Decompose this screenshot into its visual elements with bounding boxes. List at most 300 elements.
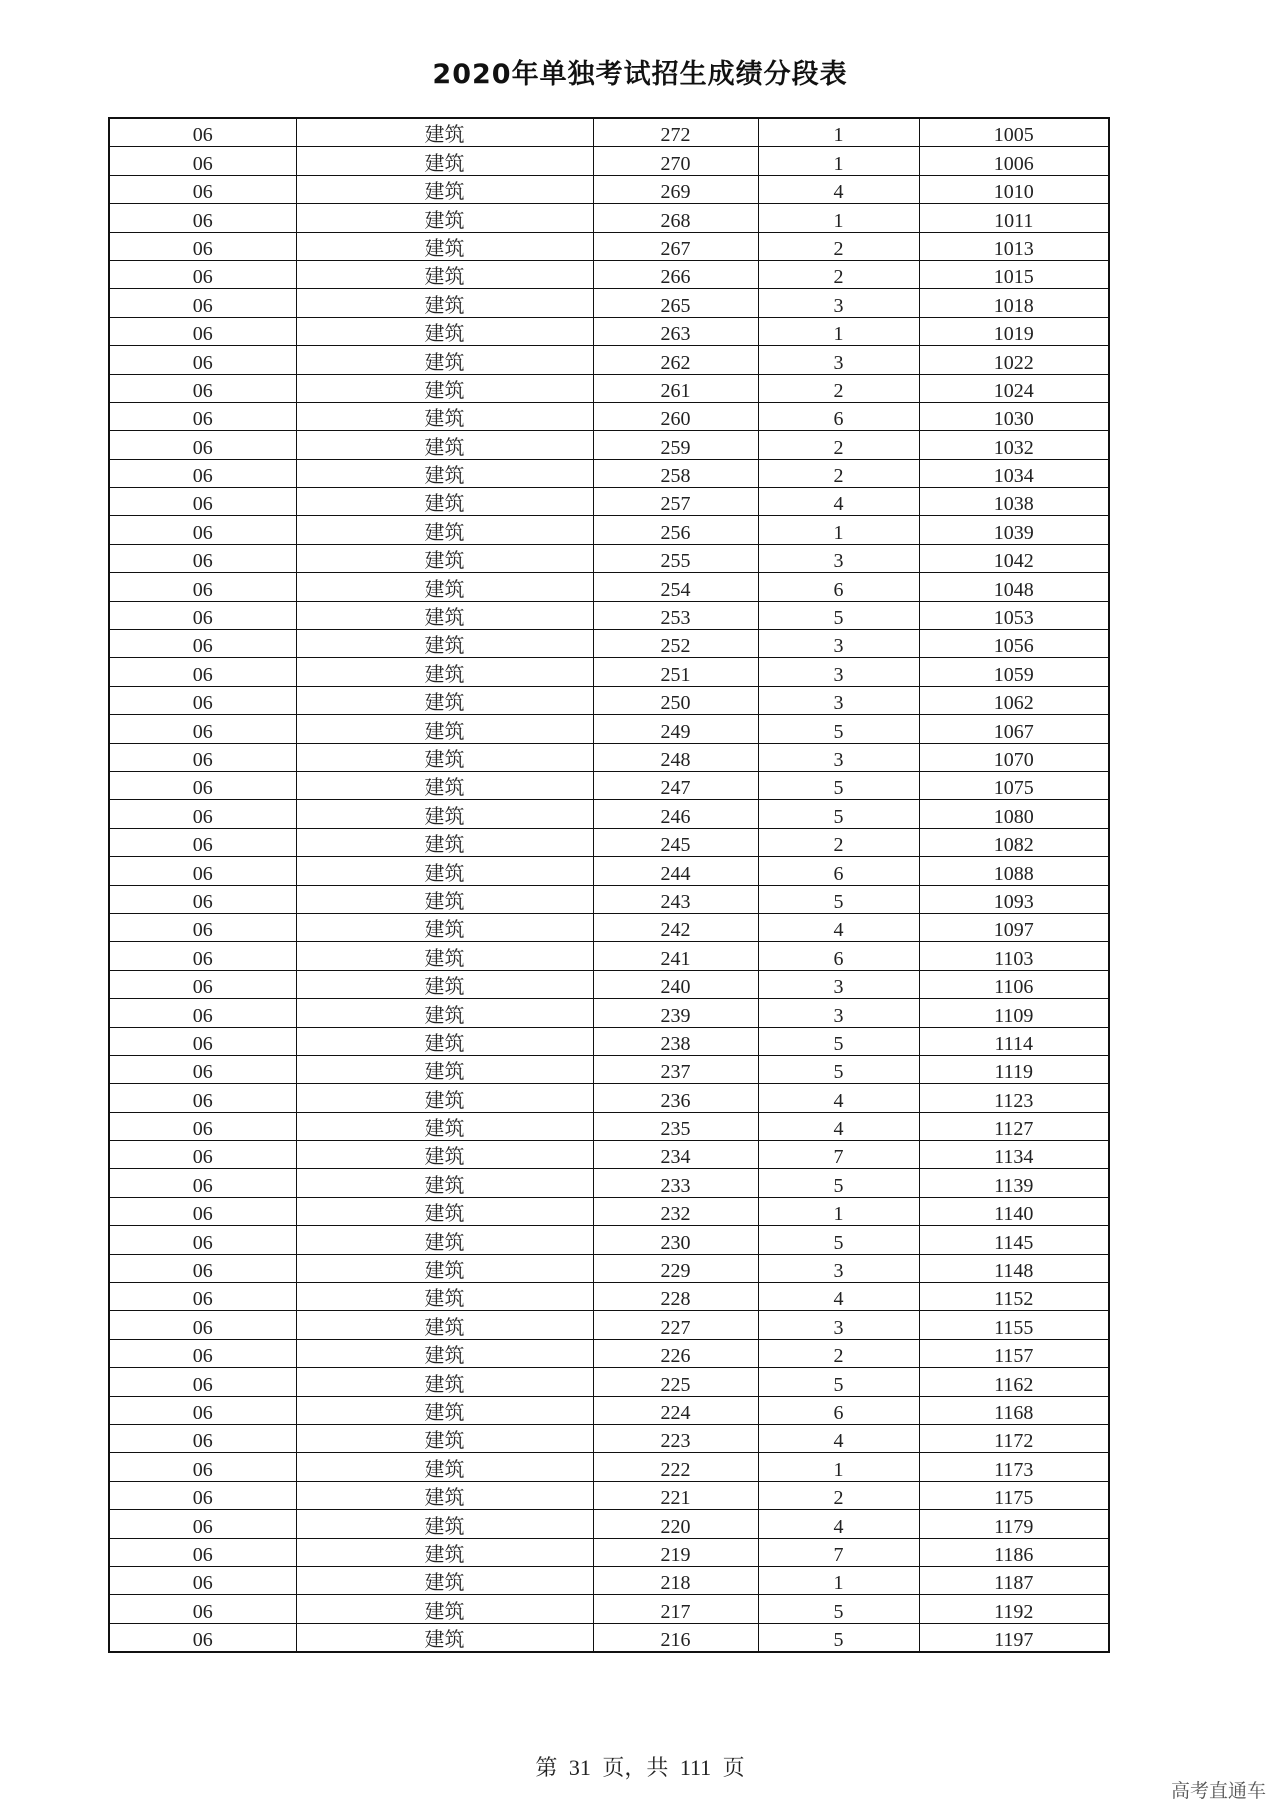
cumulative-cell: 1139 (919, 1169, 1109, 1197)
cumulative-cell: 1152 (919, 1283, 1109, 1311)
category-code-cell: 06 (109, 1396, 296, 1424)
category-name-cell: 建筑 (296, 346, 593, 374)
category-code-cell: 06 (109, 1566, 296, 1594)
category-code-cell: 06 (109, 1169, 296, 1197)
category-code-cell: 06 (109, 828, 296, 856)
table-row (109, 942, 1109, 970)
category-code-cell: 06 (109, 1197, 296, 1225)
category-code-cell: 06 (109, 913, 296, 941)
score-cell: 237 (593, 1055, 758, 1083)
cumulative-cell: 1048 (919, 573, 1109, 601)
category-code-cell: 06 (109, 1084, 296, 1112)
category-name-cell: 建筑 (296, 913, 593, 941)
count-cell: 4 (758, 1424, 919, 1452)
count-cell: 5 (758, 1368, 919, 1396)
table-row (109, 232, 1109, 260)
category-name-cell: 建筑 (296, 1254, 593, 1282)
score-cell: 251 (593, 658, 758, 686)
category-code-cell: 06 (109, 1141, 296, 1169)
category-code-cell: 06 (109, 1283, 296, 1311)
table-row (109, 970, 1109, 998)
cumulative-cell: 1197 (919, 1623, 1109, 1652)
category-code-cell: 06 (109, 601, 296, 629)
category-name-cell: 建筑 (296, 1311, 593, 1339)
category-name-cell: 建筑 (296, 1339, 593, 1367)
category-name-cell: 建筑 (296, 147, 593, 175)
category-code-cell: 06 (109, 544, 296, 572)
category-name-cell: 建筑 (296, 1623, 593, 1652)
category-code-cell: 06 (109, 175, 296, 203)
cumulative-cell: 1172 (919, 1424, 1109, 1452)
count-cell: 5 (758, 1027, 919, 1055)
cumulative-cell: 1187 (919, 1566, 1109, 1594)
score-cell: 228 (593, 1283, 758, 1311)
count-cell: 4 (758, 913, 919, 941)
table-row (109, 175, 1109, 203)
table-row (109, 1084, 1109, 1112)
score-cell: 260 (593, 402, 758, 430)
category-code-cell: 06 (109, 743, 296, 771)
table-row (109, 658, 1109, 686)
cumulative-cell: 1056 (919, 630, 1109, 658)
table-row (109, 1453, 1109, 1481)
category-name-cell: 建筑 (296, 1197, 593, 1225)
table-row (109, 1481, 1109, 1509)
category-code-cell: 06 (109, 289, 296, 317)
category-name-cell: 建筑 (296, 1169, 593, 1197)
count-cell: 5 (758, 715, 919, 743)
count-cell: 6 (758, 857, 919, 885)
table-row (109, 260, 1109, 288)
score-cell: 247 (593, 771, 758, 799)
category-code-cell: 06 (109, 1538, 296, 1566)
score-cell: 252 (593, 630, 758, 658)
category-code-cell: 06 (109, 1254, 296, 1282)
cumulative-cell: 1097 (919, 913, 1109, 941)
category-name-cell: 建筑 (296, 118, 593, 147)
table-row (109, 1368, 1109, 1396)
table-row (109, 431, 1109, 459)
score-cell: 272 (593, 118, 758, 147)
category-name-cell: 建筑 (296, 1453, 593, 1481)
cumulative-cell: 1155 (919, 1311, 1109, 1339)
cumulative-cell: 1013 (919, 232, 1109, 260)
category-code-cell: 06 (109, 118, 296, 147)
category-name-cell: 建筑 (296, 942, 593, 970)
category-code-cell: 06 (109, 1623, 296, 1652)
category-name-cell: 建筑 (296, 771, 593, 799)
category-name-cell: 建筑 (296, 885, 593, 913)
category-code-cell: 06 (109, 204, 296, 232)
cumulative-cell: 1179 (919, 1510, 1109, 1538)
count-cell: 5 (758, 601, 919, 629)
score-cell: 221 (593, 1481, 758, 1509)
table-row (109, 204, 1109, 232)
score-cell: 246 (593, 800, 758, 828)
cumulative-cell: 1162 (919, 1368, 1109, 1396)
category-name-cell: 建筑 (296, 800, 593, 828)
category-name-cell: 建筑 (296, 516, 593, 544)
count-cell: 3 (758, 346, 919, 374)
table-row (109, 686, 1109, 714)
table-row (109, 459, 1109, 487)
count-cell: 4 (758, 488, 919, 516)
score-cell: 225 (593, 1368, 758, 1396)
table-row (109, 743, 1109, 771)
category-name-cell: 建筑 (296, 1055, 593, 1083)
count-cell: 3 (758, 1311, 919, 1339)
score-cell: 230 (593, 1226, 758, 1254)
category-code-cell: 06 (109, 1027, 296, 1055)
score-cell: 253 (593, 601, 758, 629)
table-row (109, 1226, 1109, 1254)
cumulative-cell: 1186 (919, 1538, 1109, 1566)
table-row (109, 147, 1109, 175)
score-cell: 249 (593, 715, 758, 743)
cumulative-cell: 1168 (919, 1396, 1109, 1424)
category-code-cell: 06 (109, 942, 296, 970)
cumulative-cell: 1093 (919, 885, 1109, 913)
table-row (109, 1169, 1109, 1197)
cumulative-cell: 1114 (919, 1027, 1109, 1055)
category-name-cell: 建筑 (296, 1141, 593, 1169)
count-cell: 5 (758, 1595, 919, 1623)
count-cell: 3 (758, 686, 919, 714)
table-row (109, 885, 1109, 913)
category-code-cell: 06 (109, 630, 296, 658)
table-row (109, 771, 1109, 799)
category-code-cell: 06 (109, 1226, 296, 1254)
table-row (109, 1566, 1109, 1594)
table-row (109, 800, 1109, 828)
score-cell: 232 (593, 1197, 758, 1225)
cumulative-cell: 1067 (919, 715, 1109, 743)
cumulative-cell: 1062 (919, 686, 1109, 714)
category-name-cell: 建筑 (296, 686, 593, 714)
count-cell: 4 (758, 1283, 919, 1311)
table-row (109, 857, 1109, 885)
category-name-cell: 建筑 (296, 970, 593, 998)
category-name-cell: 建筑 (296, 658, 593, 686)
score-cell: 270 (593, 147, 758, 175)
table-row (109, 601, 1109, 629)
count-cell: 7 (758, 1538, 919, 1566)
cumulative-cell: 1106 (919, 970, 1109, 998)
cumulative-cell: 1053 (919, 601, 1109, 629)
category-name-cell: 建筑 (296, 743, 593, 771)
score-cell: 262 (593, 346, 758, 374)
cumulative-cell: 1006 (919, 147, 1109, 175)
category-name-cell: 建筑 (296, 232, 593, 260)
category-code-cell: 06 (109, 1481, 296, 1509)
cumulative-cell: 1011 (919, 204, 1109, 232)
category-name-cell: 建筑 (296, 289, 593, 317)
category-code-cell: 06 (109, 1112, 296, 1140)
category-name-cell: 建筑 (296, 1396, 593, 1424)
score-cell: 248 (593, 743, 758, 771)
cumulative-cell: 1109 (919, 999, 1109, 1027)
count-cell: 6 (758, 402, 919, 430)
category-code-cell: 06 (109, 885, 296, 913)
category-name-cell: 建筑 (296, 402, 593, 430)
count-cell: 1 (758, 118, 919, 147)
cumulative-cell: 1173 (919, 1453, 1109, 1481)
count-cell: 1 (758, 147, 919, 175)
score-cell: 265 (593, 289, 758, 317)
category-code-cell: 06 (109, 999, 296, 1027)
table-row (109, 1197, 1109, 1225)
table-row (109, 828, 1109, 856)
table-row (109, 1623, 1109, 1652)
cumulative-cell: 1123 (919, 1084, 1109, 1112)
score-cell: 220 (593, 1510, 758, 1538)
table-row (109, 1424, 1109, 1452)
table-row (109, 1141, 1109, 1169)
table-row (109, 317, 1109, 345)
count-cell: 1 (758, 516, 919, 544)
score-cell: 250 (593, 686, 758, 714)
category-name-cell: 建筑 (296, 857, 593, 885)
score-cell: 268 (593, 204, 758, 232)
category-name-cell: 建筑 (296, 1424, 593, 1452)
score-cell: 243 (593, 885, 758, 913)
count-cell: 3 (758, 970, 919, 998)
category-code-cell: 06 (109, 1368, 296, 1396)
cumulative-cell: 1103 (919, 942, 1109, 970)
cumulative-cell: 1032 (919, 431, 1109, 459)
table-row (109, 573, 1109, 601)
cumulative-cell: 1140 (919, 1197, 1109, 1225)
cumulative-cell: 1059 (919, 658, 1109, 686)
table-row (109, 402, 1109, 430)
score-cell: 219 (593, 1538, 758, 1566)
count-cell: 3 (758, 289, 919, 317)
count-cell: 5 (758, 771, 919, 799)
count-cell: 1 (758, 1197, 919, 1225)
cumulative-cell: 1175 (919, 1481, 1109, 1509)
score-cell: 227 (593, 1311, 758, 1339)
category-name-cell: 建筑 (296, 1368, 593, 1396)
count-cell: 3 (758, 544, 919, 572)
table-row (109, 289, 1109, 317)
category-name-cell: 建筑 (296, 601, 593, 629)
category-code-cell: 06 (109, 260, 296, 288)
category-code-cell: 06 (109, 1311, 296, 1339)
category-name-cell: 建筑 (296, 715, 593, 743)
category-code-cell: 06 (109, 1595, 296, 1623)
category-code-cell: 06 (109, 431, 296, 459)
table-row (109, 1510, 1109, 1538)
category-name-cell: 建筑 (296, 1538, 593, 1566)
count-cell: 4 (758, 1510, 919, 1538)
cumulative-cell: 1127 (919, 1112, 1109, 1140)
table-row (109, 999, 1109, 1027)
table-row (109, 1055, 1109, 1083)
count-cell: 5 (758, 885, 919, 913)
count-cell: 3 (758, 743, 919, 771)
category-code-cell: 06 (109, 715, 296, 743)
category-code-cell: 06 (109, 232, 296, 260)
table-row (109, 118, 1109, 147)
table-row (109, 1112, 1109, 1140)
cumulative-cell: 1042 (919, 544, 1109, 572)
category-code-cell: 06 (109, 573, 296, 601)
table-row (109, 544, 1109, 572)
score-cell: 254 (593, 573, 758, 601)
score-cell: 224 (593, 1396, 758, 1424)
category-code-cell: 06 (109, 800, 296, 828)
table-row (109, 1027, 1109, 1055)
category-code-cell: 06 (109, 970, 296, 998)
category-code-cell: 06 (109, 488, 296, 516)
cumulative-cell: 1018 (919, 289, 1109, 317)
count-cell: 4 (758, 1112, 919, 1140)
count-cell: 7 (758, 1141, 919, 1169)
count-cell: 2 (758, 431, 919, 459)
table-row (109, 630, 1109, 658)
cumulative-cell: 1019 (919, 317, 1109, 345)
category-code-cell: 06 (109, 658, 296, 686)
category-code-cell: 06 (109, 1453, 296, 1481)
score-cell: 259 (593, 431, 758, 459)
category-code-cell: 06 (109, 402, 296, 430)
score-cell: 257 (593, 488, 758, 516)
category-name-cell: 建筑 (296, 1112, 593, 1140)
cumulative-cell: 1010 (919, 175, 1109, 203)
category-name-cell: 建筑 (296, 1595, 593, 1623)
category-name-cell: 建筑 (296, 1510, 593, 1538)
score-cell: 235 (593, 1112, 758, 1140)
category-name-cell: 建筑 (296, 999, 593, 1027)
score-cell: 229 (593, 1254, 758, 1282)
category-code-cell: 06 (109, 516, 296, 544)
cumulative-cell: 1080 (919, 800, 1109, 828)
cumulative-cell: 1038 (919, 488, 1109, 516)
score-cell: 258 (593, 459, 758, 487)
table-row (109, 374, 1109, 402)
score-cell: 241 (593, 942, 758, 970)
count-cell: 4 (758, 175, 919, 203)
category-name-cell: 建筑 (296, 1027, 593, 1055)
score-cell: 255 (593, 544, 758, 572)
score-cell: 234 (593, 1141, 758, 1169)
table-row (109, 1595, 1109, 1623)
score-cell: 266 (593, 260, 758, 288)
category-name-cell: 建筑 (296, 828, 593, 856)
count-cell: 2 (758, 1481, 919, 1509)
category-name-cell: 建筑 (296, 260, 593, 288)
cumulative-cell: 1088 (919, 857, 1109, 885)
count-cell: 1 (758, 1566, 919, 1594)
table-row (109, 913, 1109, 941)
table-row (109, 715, 1109, 743)
category-name-cell: 建筑 (296, 1566, 593, 1594)
cumulative-cell: 1148 (919, 1254, 1109, 1282)
score-cell: 263 (593, 317, 758, 345)
category-name-cell: 建筑 (296, 204, 593, 232)
table-row (109, 488, 1109, 516)
count-cell: 5 (758, 1055, 919, 1083)
score-cell: 245 (593, 828, 758, 856)
category-name-cell: 建筑 (296, 488, 593, 516)
category-code-cell: 06 (109, 346, 296, 374)
table-row (109, 1396, 1109, 1424)
category-code-cell: 06 (109, 1055, 296, 1083)
page-footer: 第 31 页，共 111 页 (535, 1755, 745, 1780)
category-code-cell: 06 (109, 374, 296, 402)
count-cell: 3 (758, 658, 919, 686)
score-cell: 267 (593, 232, 758, 260)
watermark: 高考直通车 (1170, 1780, 1266, 1802)
cumulative-cell: 1024 (919, 374, 1109, 402)
cumulative-cell: 1015 (919, 260, 1109, 288)
cumulative-cell: 1075 (919, 771, 1109, 799)
cumulative-cell: 1134 (919, 1141, 1109, 1169)
category-name-cell: 建筑 (296, 544, 593, 572)
category-code-cell: 06 (109, 317, 296, 345)
score-cell: 244 (593, 857, 758, 885)
category-name-cell: 建筑 (296, 374, 593, 402)
score-cell: 269 (593, 175, 758, 203)
count-cell: 4 (758, 1084, 919, 1112)
count-cell: 2 (758, 828, 919, 856)
cumulative-cell: 1119 (919, 1055, 1109, 1083)
score-cell: 238 (593, 1027, 758, 1055)
count-cell: 3 (758, 630, 919, 658)
count-cell: 6 (758, 942, 919, 970)
count-cell: 6 (758, 573, 919, 601)
score-cell: 216 (593, 1623, 758, 1652)
table-row (109, 1538, 1109, 1566)
table-row (109, 346, 1109, 374)
category-code-cell: 06 (109, 1510, 296, 1538)
category-name-cell: 建筑 (296, 1283, 593, 1311)
cumulative-cell: 1005 (919, 118, 1109, 147)
category-code-cell: 06 (109, 459, 296, 487)
category-code-cell: 06 (109, 771, 296, 799)
score-cell: 223 (593, 1424, 758, 1452)
count-cell: 5 (758, 1169, 919, 1197)
count-cell: 6 (758, 1396, 919, 1424)
score-cell: 256 (593, 516, 758, 544)
table-row (109, 1339, 1109, 1367)
count-cell: 3 (758, 999, 919, 1027)
count-cell: 5 (758, 800, 919, 828)
category-code-cell: 06 (109, 147, 296, 175)
cumulative-cell: 1034 (919, 459, 1109, 487)
category-name-cell: 建筑 (296, 630, 593, 658)
category-name-cell: 建筑 (296, 1226, 593, 1254)
cumulative-cell: 1082 (919, 828, 1109, 856)
table-row (109, 516, 1109, 544)
count-cell: 2 (758, 374, 919, 402)
cumulative-cell: 1145 (919, 1226, 1109, 1254)
count-cell: 2 (758, 1339, 919, 1367)
cumulative-cell: 1157 (919, 1339, 1109, 1367)
cumulative-cell: 1192 (919, 1595, 1109, 1623)
category-name-cell: 建筑 (296, 459, 593, 487)
table-row (109, 1254, 1109, 1282)
count-cell: 1 (758, 204, 919, 232)
category-name-cell: 建筑 (296, 573, 593, 601)
score-cell: 261 (593, 374, 758, 402)
table-row (109, 1283, 1109, 1311)
score-cell: 240 (593, 970, 758, 998)
score-cell: 222 (593, 1453, 758, 1481)
category-name-cell: 建筑 (296, 431, 593, 459)
cumulative-cell: 1070 (919, 743, 1109, 771)
cumulative-cell: 1022 (919, 346, 1109, 374)
